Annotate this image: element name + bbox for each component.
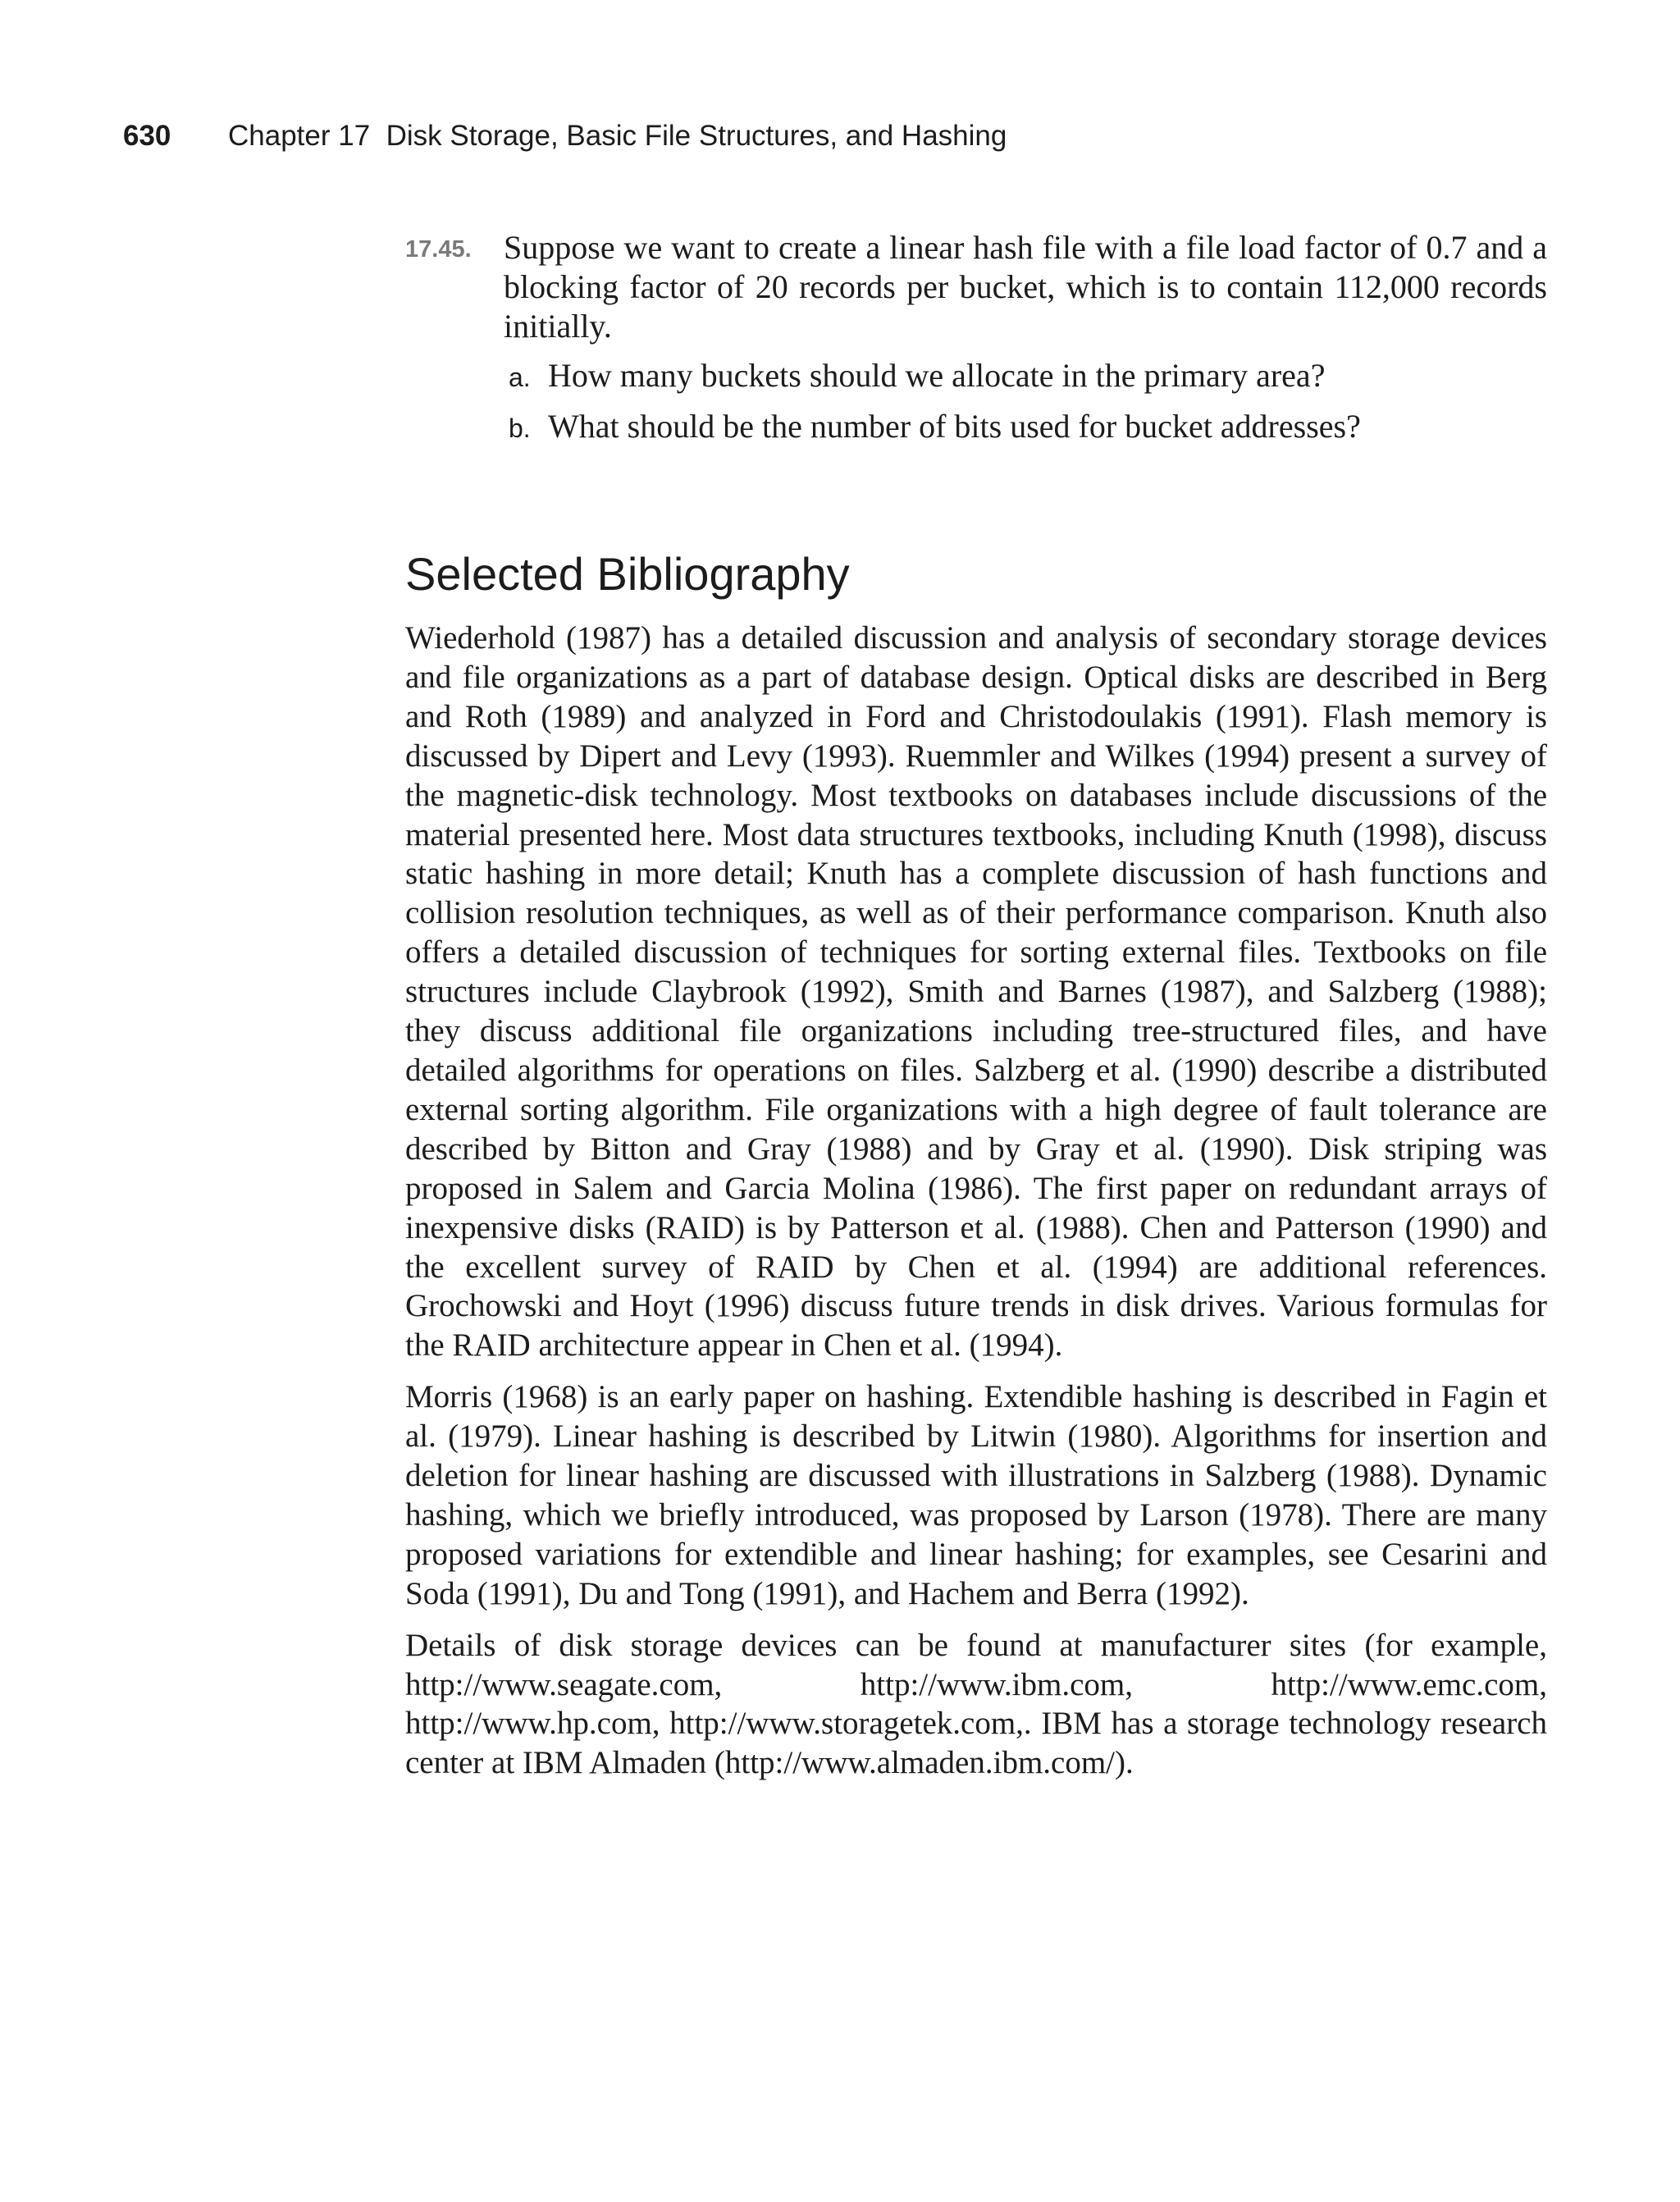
subquestion-text: What should be the number of bits used for bucket addresses? (548, 408, 1361, 445)
exercise-17-45 (405, 228, 1547, 448)
bibliography-paragraph: Details of disk storage devices can be found at manufacturer sites (for example, http://www.seagate.com, http://www.ibm.com, http://www.emc.com, http://www.hp.com, http://www.storagetek.com,. IBM has a storage technology research center at IBM Almaden (http://www.almaden.ibm.com/). (405, 1627, 1547, 1781)
running-header (123, 116, 1007, 156)
bibliography-paragraph: Morris (1968) is an early paper on hashing. Extendible hashing is described in Fagin et al. (1979). Linear hashing is described by Litwin (1980). Algorithms for insertion and deletion for linear hashing are discussed with illustrations in Salzberg (1988). Dynamic hashing, which we briefly introduced, was proposed by Larson (1978). There are many proposed variations for extendible and linear hashing; for examples, see Cesarini and Soda (1991), Du and Tong (1991), and Hachem and Berra (1992). (405, 1379, 1547, 1611)
exercise-text: Suppose we want to create a linear hash file with a file load factor of 0.7 and a blocking factor of 20 records per bucket, which is to contain 112,000 records initially. (504, 229, 1547, 345)
subquestion-a (509, 356, 1547, 397)
page-number: 630 (123, 120, 171, 152)
subquestion-text: How many buckets should we allocate in the primary area? (548, 357, 1326, 394)
section-title: Selected Bibliography (405, 548, 850, 600)
subquestion-b (509, 407, 1547, 448)
exercise-number: 17.45. (405, 236, 472, 263)
bibliography-body (405, 619, 1547, 1795)
subquestion-letter: a. (509, 363, 531, 392)
subquestion-letter: b. (509, 413, 531, 443)
bibliography-paragraph: Wiederhold (1987) has a detailed discussion and analysis of secondary storage devices and file organizations as a part of database design. Optical disks are described in Berg and Roth (1989) and analyzed in Ford and Christodoulakis (1991). Flash memory is discussed by Dipert and Levy (1993). Ruemmler and Wilkes (1994) present a survey of the magnetic-disk technology. Most textbooks on databases include discussions of the material presented here. Most data structures textbooks, including Knuth (1998), discuss static hashing in more detail; Knuth has a complete discussion of hash functions and collision resolution techniques, as well as of their performance comparison. Knuth also offers a detailed discussion of techniques for sorting external files. Textbooks on file structures include Claybrook (1992), Smith and Barnes (1987), and Salzberg (1988); they discuss additional file organizations including tree-structured files, and have detailed algorithms for operations on files. Salzberg et al. (1990) describe a distributed external sorting algorithm. File organizations with a high degree of fault tolerance are described by Bitton and Gray (1988) and by Gray et al. (1990). Disk striping was proposed in Salem and Garcia Molina (1986). The first paper on redundant arrays of inexpensive disks (RAID) is by Patterson et al. (1988). Chen and Patterson (1990) and the excellent survey of RAID by Chen et al. (1994) are additional references. Grochowski and Hoyt (1996) discuss future trends in disk drives. Various formulas for the RAID architecture appear in Chen et al. (1994). (405, 620, 1547, 1364)
chapter-title: Chapter 17 Disk Storage, Basic File Structures, and Hashing (228, 120, 1007, 152)
